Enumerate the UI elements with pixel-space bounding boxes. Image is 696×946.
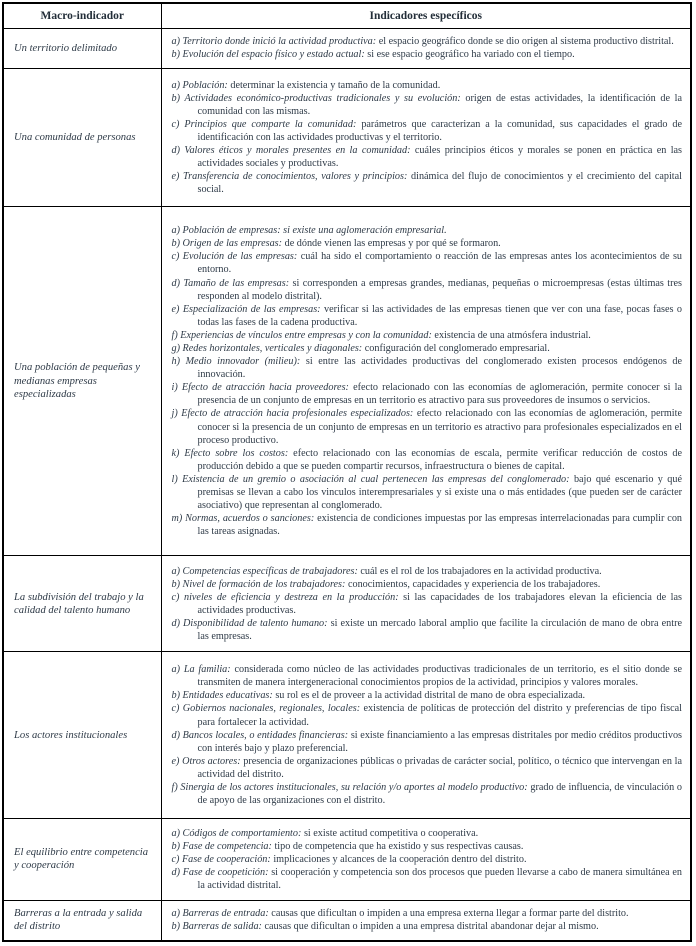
macro-indicator-cell	[3, 818, 161, 900]
indicator-lead: a) Barreras de entrada:	[171, 908, 269, 920]
indicator-description: tipo de competencia que ha existido y sus respectivas causas.	[274, 840, 524, 852]
indicator-lead: d) Tamaño de las empresas:	[171, 277, 290, 289]
macro-indicator-label: Los actores institucionales	[14, 729, 128, 741]
table-row	[3, 900, 691, 941]
indicator-description: conocimientos, capacidades y experiencia de los trabajadores.	[347, 578, 601, 590]
indicator-description: el espacio geográfico donde se dio origen al sistema productivo distrital.	[378, 36, 674, 48]
table-row	[3, 207, 691, 556]
macro-indicator-label: La subdivisión del trabajo y la calidad del talento humano	[14, 591, 144, 616]
indicator-lead: g) Redes horizontales, verticales y diagonales:	[171, 342, 363, 354]
indicator-description: cuál ha sido el comportamiento o reacción de las empresas antes los acontecimientos de su entorno.	[197, 251, 683, 276]
indicator-item	[172, 617, 683, 643]
table-row	[3, 652, 691, 818]
indicator-description: si existe actitud competitiva o cooperativa.	[303, 827, 479, 839]
indicator-lead: a) Población:	[171, 79, 228, 91]
indicator-item	[172, 755, 683, 781]
indicator-item	[172, 663, 683, 689]
macro-indicator-cell	[3, 652, 161, 818]
indicator-item	[172, 79, 683, 92]
indicator-description: implicaciones y alcances de la cooperación dentro del distrito.	[273, 853, 527, 865]
indicator-lead: e) Especialización de las empresas:	[171, 303, 321, 315]
indicator-description: si ese espacio geográfico ha variado con el tiempo.	[367, 49, 575, 61]
table-row	[3, 818, 691, 900]
macro-indicator-label: Un territorio delimitado	[14, 42, 117, 54]
indicator-item	[172, 381, 683, 407]
indicator-description: existencia de condiciones impuestas por las empresas interrelacionadas para cumplir con las tareas asignadas.	[197, 513, 683, 538]
indicator-item	[172, 35, 683, 48]
indicator-description: de dónde vienen las empresas y por qué se formaron.	[284, 238, 501, 250]
macro-indicator-label: Barreras a la entrada y salida del distrito	[14, 908, 143, 933]
indicator-item	[172, 565, 683, 578]
indicator-item	[172, 920, 683, 933]
indicator-lead: c) Fase de cooperación:	[171, 853, 271, 865]
indicator-lead: d) Disponibilidad de talento humano:	[171, 618, 328, 629]
indicator-lead: e) Otros actores:	[171, 755, 241, 767]
indicator-item	[172, 250, 683, 276]
header-macro-indicador: Macro-indicador	[3, 3, 161, 29]
indicator-lead: m) Normas, acuerdos o sanciones:	[171, 513, 315, 525]
indicator-item	[172, 355, 683, 381]
indicator-lead: h) Medio innovador (milieu):	[171, 356, 301, 368]
indicator-description: si entre las actividades productivas del conglomerado existen procesos endógenos de innovación.	[197, 356, 682, 381]
indicator-item	[172, 329, 683, 342]
macro-indicator-cell	[3, 207, 161, 556]
indicator-description: origen de estas actividades, la identificación de la comunidad con las mismas.	[197, 92, 682, 117]
indicator-lead: b) Actividades económico-productivas tradicionales y su evolución:	[171, 92, 461, 104]
indicator-lead: a) Población de empresas:	[171, 225, 281, 237]
indicator-item	[172, 781, 683, 807]
indicator-lead: b) Nivel de formación de los trabajadores:	[171, 578, 346, 590]
table-body	[3, 29, 691, 942]
indicator-item	[172, 407, 683, 446]
indicator-lead: d) Bancos locales, o entidades financieras:	[171, 729, 349, 741]
indicator-description: si las capacidades de los trabajadores elevan la eficiencia de las actividades productivas.	[197, 591, 682, 616]
indicator-item	[172, 702, 683, 728]
table-row	[3, 556, 691, 652]
specific-indicators-cell	[161, 556, 691, 652]
indicator-description: si existe financiamiento a las empresas distritales por medio créditos productivos con interés bajo y plazo preferencial.	[197, 729, 683, 754]
indicator-description: cuál es el rol de los trabajadores en la actividad productiva.	[360, 565, 602, 577]
indicator-description: si existe un mercado laboral amplio que facilite la circulación de mano de obra entre las empresas.	[197, 618, 682, 643]
indicator-item	[172, 170, 683, 196]
indicator-lead: c) Principios que comparte la comunidad:	[171, 118, 357, 130]
indicator-lead: b) Entidades educativas:	[171, 690, 273, 702]
indicator-lead: d) Valores éticos y morales presentes en la comunidad:	[171, 145, 411, 157]
indicator-item	[172, 342, 683, 355]
indicator-lead: d) Fase de coopetición:	[171, 866, 269, 878]
indicator-item	[172, 853, 683, 866]
indicator-lead: b) Barreras de salida:	[171, 921, 262, 933]
header-row	[3, 3, 691, 29]
indicator-description: verificar si las actividades de las empresas tienen que ver con una fase, pocas fases o todas las fases de la cadena productiva.	[197, 303, 683, 328]
macro-indicator-cell	[3, 556, 161, 652]
indicator-item	[172, 473, 683, 512]
indicator-lead: a) Códigos de comportamiento:	[171, 827, 302, 839]
macro-indicator-cell	[3, 29, 161, 69]
indicator-description: si cooperación y competencia son dos procesos que pueden llevarse a cabo de manera simultánea en la actividad distrital.	[197, 866, 683, 892]
indicator-item	[172, 48, 683, 61]
indicator-lead: j) Efecto de atracción hacia profesionales especializados:	[171, 408, 414, 420]
indicator-lead: b) Evolución del espacio físico y estado actual:	[171, 49, 365, 61]
indicator-item	[172, 512, 683, 538]
indicator-description: presencia de organizaciones públicas o privadas de carácter social, político, o técnico que intervengan en la actividad del distrito.	[197, 755, 682, 780]
indicator-lead: e) Transferencia de conocimientos, valores y principios:	[171, 171, 408, 183]
indicator-lead: a) La familia:	[171, 664, 231, 676]
indicator-description: parámetros que caracterizan a la comunidad, sus capacidades el grado de identificación con las actividades productivas y el territorio.	[197, 118, 682, 143]
indicator-lead: b) Fase de competencia:	[171, 840, 272, 852]
specific-indicators-cell	[161, 900, 691, 941]
indicator-item	[172, 237, 683, 250]
indicator-lead: a) Territorio donde inició la actividad productiva:	[171, 36, 377, 48]
specific-indicators-cell	[161, 207, 691, 556]
indicator-item	[172, 827, 683, 840]
indicator-description: cuáles principios éticos y morales se ponen en práctica en las actividades sociales y productivas.	[197, 145, 683, 170]
indicator-lead: k) Efecto sobre los costos:	[171, 447, 289, 459]
indicator-lead: c) Evolución de las empresas:	[171, 251, 298, 263]
indicator-description: existencia de una atmósfera industrial.	[434, 329, 591, 341]
indicator-description: existencia de políticas de protección del distrito y preferencias de tipo fiscal para fortalecer la actividad.	[197, 703, 683, 728]
macro-indicator-label: Una población de pequeñas y medianas empresas especializadas	[14, 362, 140, 400]
indicator-lead: a) Competencias específicas de trabajadores:	[171, 565, 358, 577]
macro-indicator-cell	[3, 900, 161, 941]
indicator-lead: c) niveles de eficiencia y destreza en la producción:	[171, 591, 399, 603]
indicator-item	[172, 92, 683, 118]
indicator-item	[172, 303, 683, 329]
indicator-description: determinar la existencia y tamaño de la comunidad.	[230, 79, 441, 91]
macro-indicator-label: Una comunidad de personas	[14, 131, 136, 143]
indicator-lead: b) Origen de las empresas:	[171, 238, 283, 250]
specific-indicators-cell	[161, 652, 691, 818]
indicator-item	[172, 907, 683, 920]
indicator-item	[172, 144, 683, 170]
table-row	[3, 29, 691, 69]
indicator-item	[172, 118, 683, 144]
indicator-description: efecto relacionado con las economías de aglomeración, permite conocer si la presencia de un conjunto de empresas en un territorio es atractivo para profesionales especializados en el proceso productivo.	[197, 408, 682, 446]
indicator-description: dinámica del flujo de conocimientos y el crecimiento del capital social.	[197, 171, 682, 196]
macro-indicator-label: El equilibrio entre competencia y cooperación	[14, 847, 149, 872]
indicator-item	[172, 224, 683, 237]
indicator-description: si existe una aglomeración empresarial.	[283, 225, 447, 237]
macro-indicator-cell	[3, 68, 161, 206]
indicator-description: bajo qué escenario y qué premisas se llevan a cabo los vinculos interempresariales y si existe una o más entidades (que pueden ser de carácter asociativo) que representan al conglomerado.	[197, 473, 682, 512]
indicator-description: si corresponden a empresas grandes, medianas, pequeñas o microempresas (estas últimas tres responden al modelo distrital).	[197, 277, 682, 302]
indicator-description: su rol es el de proveer a la actividad distrital de mano de obra especializada.	[275, 690, 586, 702]
indicator-lead: i) Efecto de atracción hacia proveedores:	[171, 382, 349, 394]
indicator-item	[172, 578, 683, 591]
header-indicadores-especificos: Indicadores específicos	[161, 3, 691, 29]
indicator-description: causas que dificultan o impiden a una empresa externa llegar a formar parte del distrito.	[271, 908, 629, 920]
indicator-description: efecto relacionado con las economías de escala, permite verificar reducción de costos de producción debido a que se pueden compartir recursos, infraestructura o bienes de capital.	[197, 447, 682, 472]
indicator-lead: l) Existencia de un gremio o asociación al cual pertenecen las empresas del conglomerado:	[171, 473, 570, 485]
table-header	[3, 3, 691, 29]
indicator-lead: f) Experiencias de vínculos entre empresas y con la comunidad:	[171, 329, 432, 341]
indicator-description: grado de influencia, de vinculación o de apoyo de las organizaciones con el distrito.	[197, 782, 682, 807]
indicator-item	[172, 591, 683, 617]
indicators-table-container	[2, 2, 692, 942]
specific-indicators-cell	[161, 68, 691, 206]
indicator-item	[172, 840, 683, 853]
indicator-description: causas que dificultan o impiden a una empresa distrital abandonar dejar al mismo.	[264, 921, 599, 933]
indicator-description: efecto relacionado con las economías de aglomeración, permite conocer si la presencia de un conjunto de empresas en un territorio es atractivo para sus proveedores de insumos o servicios.	[197, 382, 683, 407]
indicator-lead: f) Sinergia de los actores institucionales, su relación y/o aportes al modelo productivo:	[171, 782, 528, 794]
indicator-item	[172, 729, 683, 755]
indicator-item	[172, 447, 683, 473]
indicators-table	[2, 2, 692, 942]
indicator-item	[172, 277, 683, 303]
indicator-lead: c) Gobiernos nacionales, regionales, locales:	[171, 703, 361, 715]
specific-indicators-cell	[161, 29, 691, 69]
table-row	[3, 68, 691, 206]
indicator-item	[172, 689, 683, 702]
specific-indicators-cell	[161, 818, 691, 900]
indicator-item	[172, 866, 683, 892]
indicator-description: configuración del conglomerado empresarial.	[364, 342, 550, 354]
indicator-description: considerada como núcleo de las actividades productivas tradicionales de un territorio, es el sitio donde se transmiten de manera intergeneracional conocimientos propios de la actividad, principios y valores morales.	[197, 664, 682, 689]
